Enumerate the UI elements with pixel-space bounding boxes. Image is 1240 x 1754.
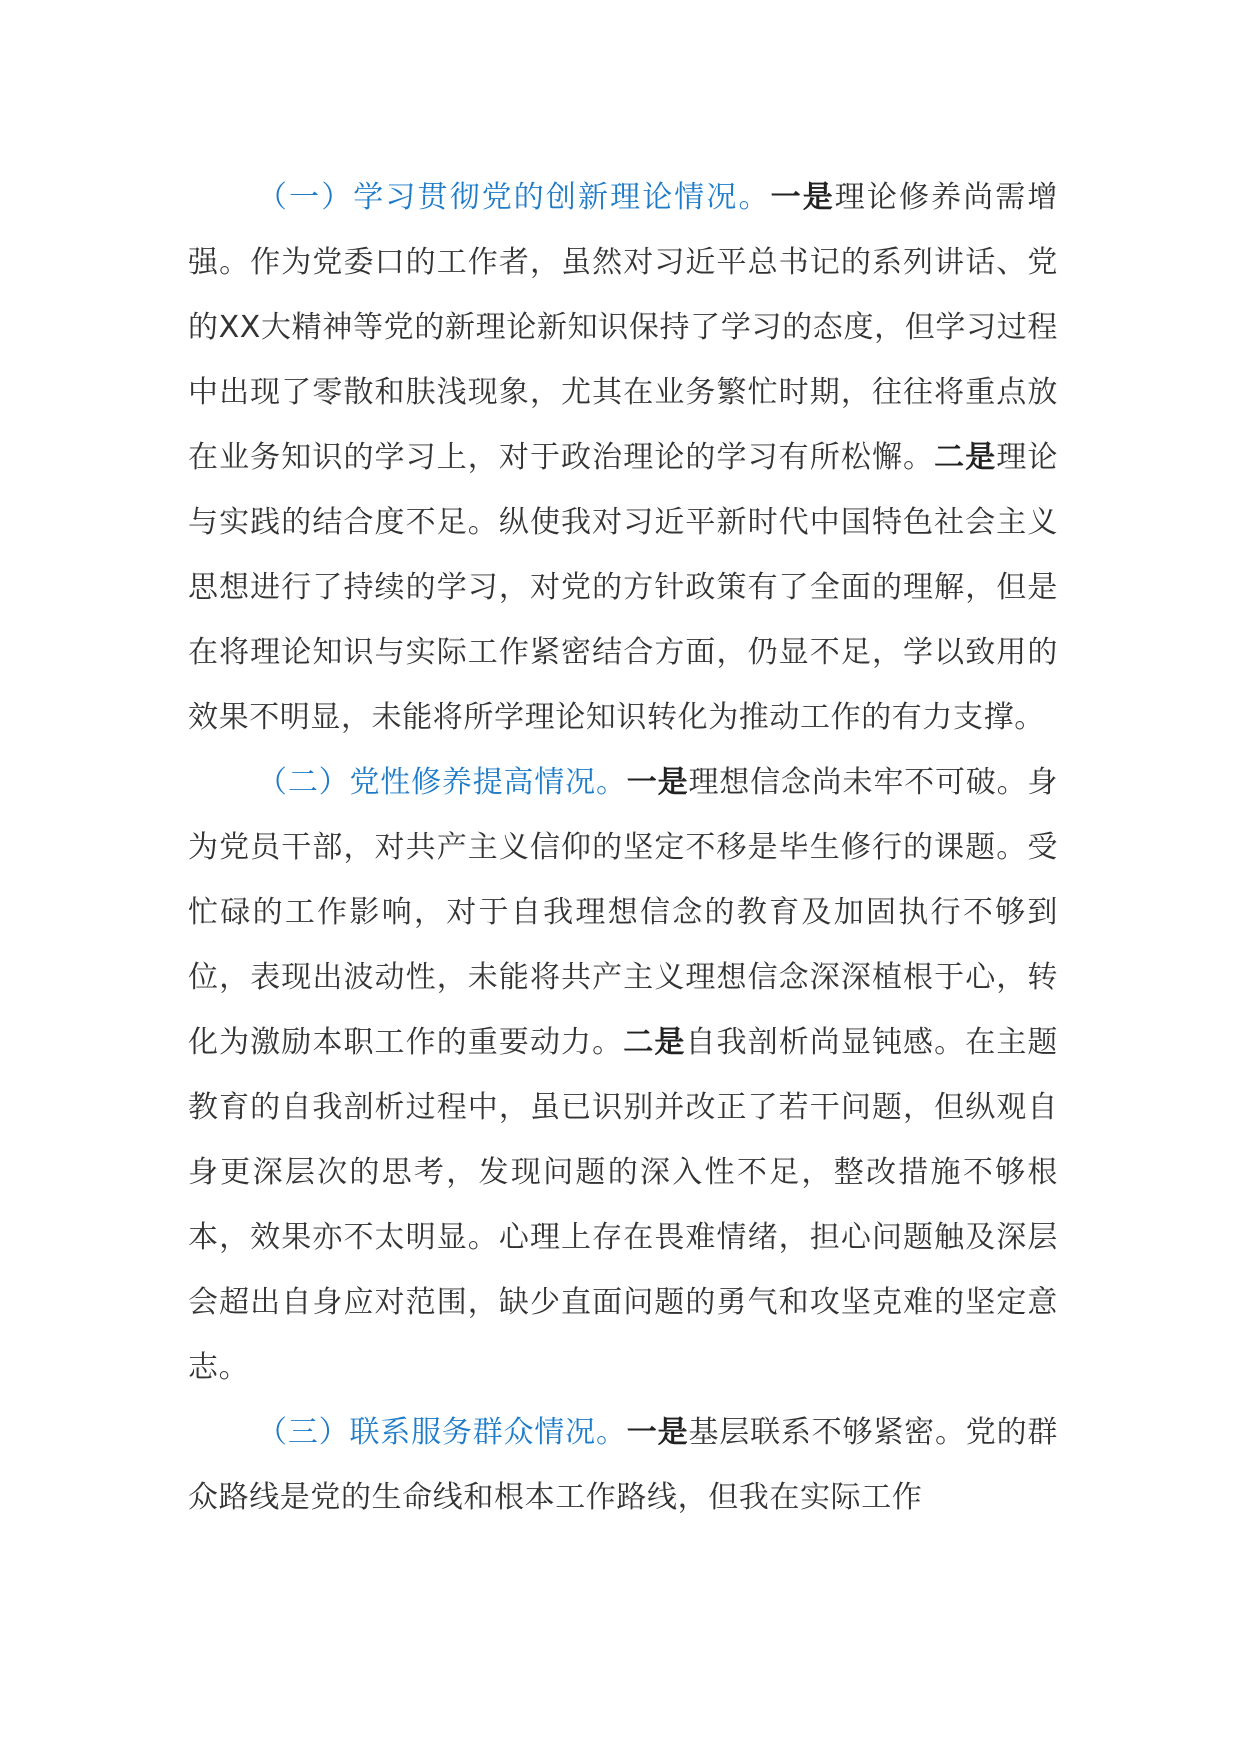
point-text: 基层联系不够紧密。党的群众路线是党的生命线和根本工作路线，但我在实际工作 (188, 1415, 1059, 1515)
paragraph-theory-study (188, 165, 1058, 750)
paragraph-party-spirit (188, 750, 1058, 1400)
point-lead: 二是 (623, 1025, 686, 1060)
point-lead: 一是 (626, 1415, 689, 1450)
point-text: 理想信念尚未牢不可破。身为党员干部，对共产主义信仰的坚定不移是毕生修行的课题。受忙碌的工作影响，对于自我理想信念的教育及加固执行不够到位，表现出波动性，未能将共产主义理想信念深深植根于心，转化为激励本职工作的重要动力。 (188, 765, 1059, 1060)
section-heading-3: （三）联系服务群众情况。 (257, 1415, 627, 1450)
document-body (188, 165, 1058, 1530)
section-heading-1: （一）学习贯彻党的创新理论情况。 (257, 180, 771, 215)
paragraph-serving-masses (188, 1400, 1058, 1530)
point-lead: 二是 (934, 440, 997, 475)
section-heading-2: （二）党性修养提高情况。 (257, 765, 627, 800)
point-text: 自我剖析尚显钝感。在主题教育的自我剖析过程中，虽已识别并改正了若干问题，但纵观自身更深层次的思考，发现问题的深入性不足，整改措施不够根本，效果亦不太明显。心理上存在畏难情绪，担心问题触及深层会超出自身应对范围，缺少直面问题的勇气和攻坚克难的坚定意志。 (188, 1025, 1059, 1385)
point-text: 理论与实践的结合度不足。纵使我对习近平新时代中国特色社会主义思想进行了持续的学习，对党的方针政策有了全面的理解，但是在将理论知识与实际工作紧密结合方面，仍显不足，学以致用的效果不明显，未能将所学理论知识转化为推动工作的有力支撑。 (188, 440, 1059, 735)
point-lead: 一是 (626, 765, 689, 800)
point-lead: 一是 (770, 180, 835, 215)
point-text: 理论修养尚需增强。作为党委口的工作者，虽然对习近平总书记的系列讲话、党的XX大精神等党的新理论新知识保持了学习的态度，但学习过程中出现了零散和肤浅现象，尤其在业务繁忙时期，往往将重点放在业务知识的学习上，对于政治理论的学习有所松懈。 (188, 180, 1058, 475)
